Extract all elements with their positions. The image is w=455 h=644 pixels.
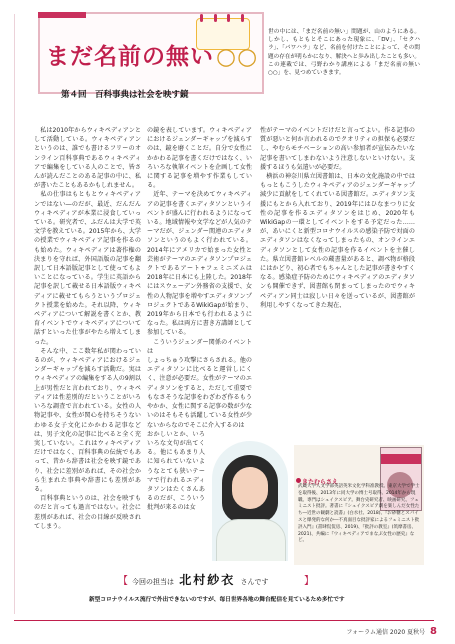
book-cover-band: [381, 454, 421, 464]
author-profile-name: きたむらさえ: [302, 479, 339, 486]
author-photo-body: [216, 519, 286, 561]
editor-credit: [132, 571, 268, 588]
article-column-2-text-upper: の鏡を表しています。ウィキペディアにおけるジェンダーギャップを減らすのは、鏡を磨くことだ。自分で女性にかかわる記事を書くだけではなく、いろいろな執筆イベントを企画して女性に関する記事を増やす作業もしている。 近年、テーマを決めてウィキペディアの記事を書くエディタソンというイベントが盛んに行われるようになっている。地域情報や文学などが人気のテーマだが、ジェンダー関連のエディタソンというのもよく行われている。2014年にアメリカで始まった女性と芸術がテーマのエディタソンプロジェクトであるアート+フェミニズムは2018年に日本にも上陸した。2018年にはスウェーデン外務省の支援で、女性の人物記事を増やすエディタソンプロジェクトであるWikiGapが始まり、2019年から日本でも行われるようになった。私は両方に書き方講師として参加している。 こういうジェンダー関係のイベントは: [147, 127, 252, 355]
series-intro: 世の中には、「まだ名前の無い」問題が、山のようにある。しかし、もともとそこにあった現象に、「DV」、「セクハラ」、「パワハラ」など、名前を付けたことによって、その問題の存在が明らかになり、解決へと歩み出したことも多い。この連載では、弓野わかり講座による「まだ名前の無い○○」を、見つめていきます。: [268, 29, 420, 77]
publication-name: フォーラム通信 2020 夏秋号: [346, 629, 426, 636]
editor-note: 新型コロナウイルス流行で外出できないのですが、毎日世界各地の舞台配信を見ているため多忙です: [89, 597, 345, 603]
page-border-line: [14, 14, 15, 614]
author-profile-text: 武蔵大学人文学部英語英米文化学科准教授。東京大学で学士を取得後、2013年に同大学の博士号取得。2014年から現職。専門はシェイクスピア。舞台史研究者、映画研究、フェミニスト批評。著書に『シェイクスピア劇を楽しんだ女性たち―近世の観劇と読書』(白水社、2018)、『お砂糖とスパイスと爆発的な何か―不真面目な批評家によるフェミニスト批評入門』(書肆侃侃房、2019)、『批評の教室』(筑摩書房、2021)、共編に『ウィキペディアでまなぶ女性の歴史』など。: [298, 484, 420, 544]
article-column-1: 私は2010年からウィキペディアンとして活動している。ウィキペディアンというのは、誰でも書けるフリーのオンライン百科事典であるウィキペディアで編集をしている人のことで、皆さんが読んだことのある記事の中に、私が書いたこともあるかもしれません。 私の仕事はもともとウィキペディアンではない―のだが、最近、だんだんウィキペディアが本業に浸食していっている。研究者で、ふだんは大学で英文学を教えている。2015年から、大学の授業でウィキペディア記事を作るのも始めた。ウィキペディアは著作権の決まりを守れば、外国語版の記事を翻訳して日本語版記事として使ってもよいことになっている。学生に英語から記事を訳して載せる日本語版ウィキペディアに載せてもらうというプロジェクト授業を始めた。それ以降、ウィキペディアについて解説を書くとか、教育イベントでウィキペディアについて話すといった仕事がやたら増えてしまった。 そんな中、ここ数年私が関わっているのが、ウィキペディアにおけるジェンダーギャップを減らす活動だ。実はウィキペディアの編集をする人の9割以上が男性だと言われており、ウィキペディアは性差別的だということがいろいろな調査で言われている。女性の人物記事や、女性が関心を持ちそうないわゆる女子文化にかかわる記事などは、男子文化の記事に比べると全く充実していない。これはウィキペディアだけではなく、百科事典の伝統でもあって、昔から辞書は社会を映す鏡であり、社会に差別があれば、その社会から生まれた事典や辞書にも差別がある。 百科事典というのは、社会を映すものだと言っても過言ではない。社会に差別があれば、社会の目線が反映されてしまう。: [34, 127, 141, 530]
editor-name: 北村紗衣: [179, 573, 236, 587]
calendar-rings-icon: [200, 14, 244, 20]
editor-credit-prefix: 今回の担当は: [132, 578, 174, 586]
author-photo: [212, 441, 288, 561]
title-accent-bar: [38, 12, 86, 18]
editor-credit-suffix: さんです: [240, 578, 269, 586]
page-footer: [346, 626, 437, 637]
series-title: [46, 38, 258, 71]
article-column-2-text-middle: しょっちゅう攻撃にさらされる。他のエディタソンに比べると運営しにくく、注意が必要だ。女性がテーマのエディタソンをすると、ただして重要でもなさそうな記事をわざわざ作るもうやかか、女性に関する記事の数が少ないのはそもそも活躍している女性が少ないからなのでそこに介入するのは: [147, 357, 252, 429]
series-title-circles: ○○: [216, 44, 259, 70]
editor-bracket-left: 【: [118, 576, 128, 587]
editor-bracket-right: 】: [304, 576, 314, 587]
profile-bullet-icon: [296, 478, 301, 483]
article-column-2-text-lower: おかしいとか、いろいろな文句が出てくる。他にもあまり人に知られていないようなとても狭いテーマで行われるエディタソンはたくさんあるのだが、こういう批判が来るのは女: [147, 430, 205, 512]
article-column-3: 性がテーマのイベントだけだと言ってよい。作る記事の質が悪いと何か言われるのでクオリティの担保も必要だし、やむらモチベーションの高い参加者が宣伝みたいな記事を書いてしまわないよう注意しないといけない。支援するほうも気遣いが必要だ。 横浜の神奈川県立図書館は、日本の文化施設の中ではもっともこうしたウィキペディアのジェンダーギャップ減少に貢献をしてくれている図書館だ。エディタソン支援にもとから入れており、2019年にはひなまつりに女性の記事を作るエディタソンをはじめ、2020年もWikiGapの一環としてイベントをする予定だった……が、あいにくと新型コロナウイルスの感染予防で対面のエディタソンはなくなってしまったもの、オンラインエディタソンとして女性の記事を作るイベントを主催した。県立図書館レベルの蔵書量があると、調べ物が格段にはかどり、初心者でもちゃんとした記事が書きやすくなる。感染症予防のためにウィキペディアのエディタソンも開催できず、図書館も閉まってしまったのでウィキペディアン同士は寂しい日々を送っているが、図書館が利用しやすくなってきた現在、: [260, 127, 415, 309]
author-photo-face: [232, 467, 268, 509]
series-title-text: まだ名前の無い: [46, 44, 214, 70]
page-number: 8: [430, 626, 437, 637]
article-subtitle: 第４回 百科事典は社会を映す鏡: [61, 90, 189, 100]
footer-rule: [14, 620, 434, 621]
